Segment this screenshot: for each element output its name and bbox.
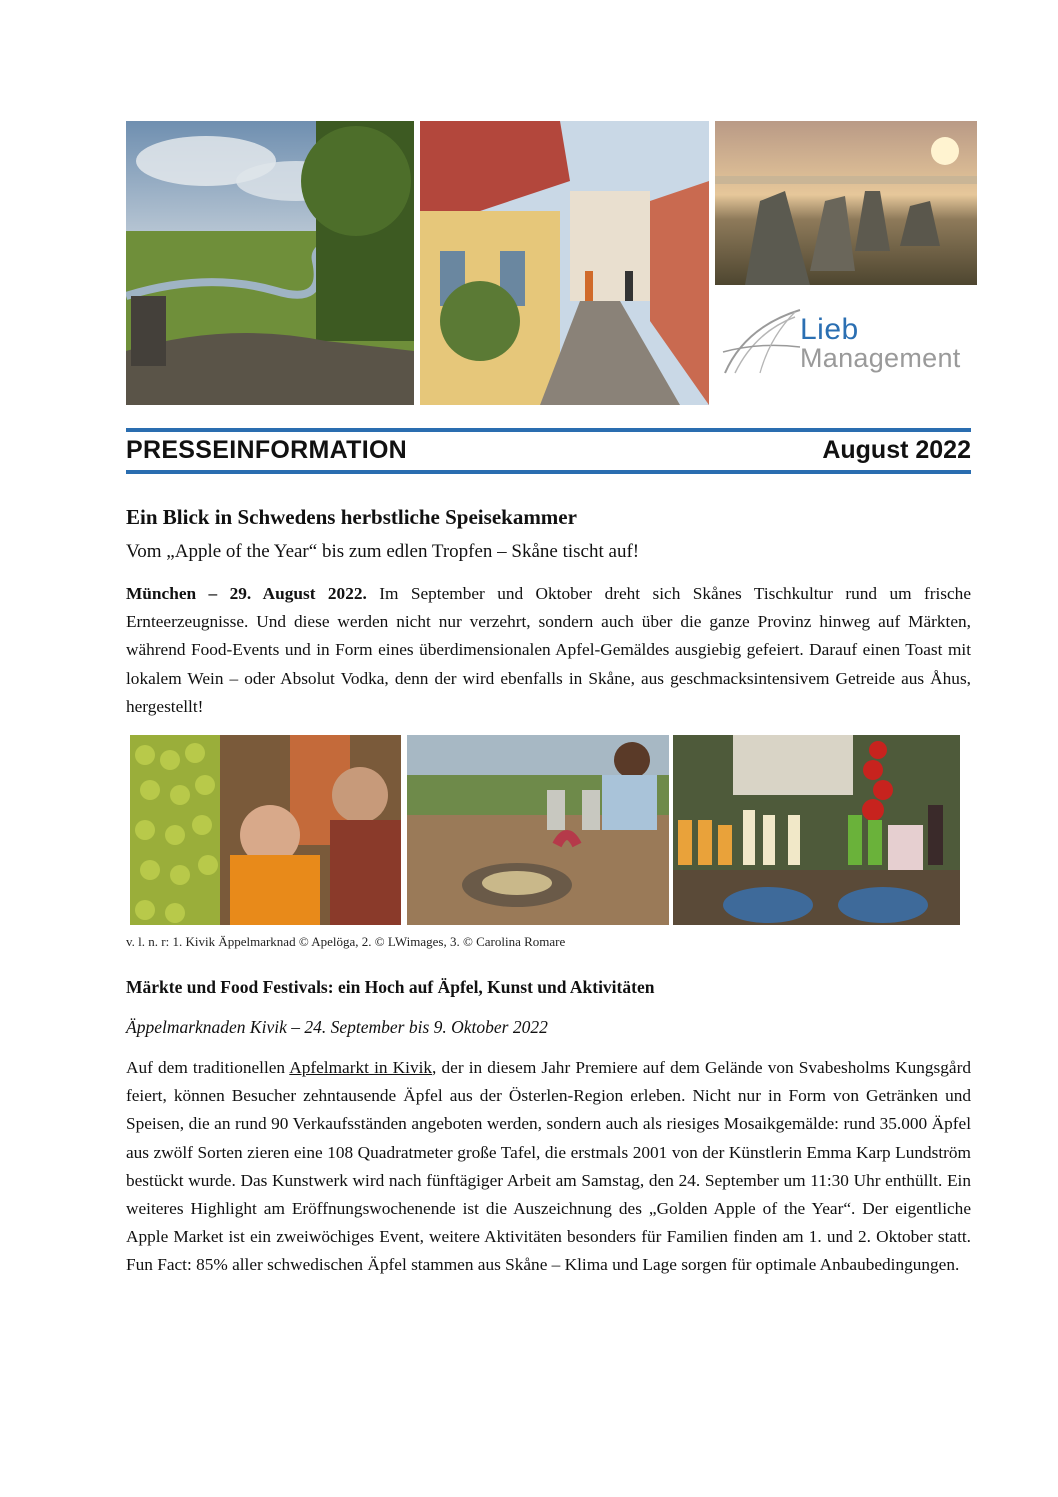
- section-title: Märkte und Food Festivals: ein Hoch auf Äpfel, Kunst und Aktivitäten: [126, 977, 655, 997]
- intro-dateline: München – 29. August 2022.: [126, 584, 367, 603]
- lieb-management-logo: [720, 305, 975, 380]
- logo-text-lieb: Lieb: [800, 313, 859, 346]
- event-title: Äppelmarknaden Kivik – 24. September bis 9. Oktober 2022: [126, 1017, 548, 1037]
- section-body-intro: Auf dem traditionellen: [126, 1058, 290, 1077]
- logo-swoosh-icon: [720, 307, 805, 375]
- headline: Ein Blick in Schwedens herbstliche Speisekammer: [126, 505, 577, 529]
- header-rule-bottom: [126, 470, 971, 474]
- intro-paragraph: [126, 580, 971, 721]
- section-body: [126, 1054, 971, 1280]
- section-body-text: , der in diesem Jahr Premiere auf dem Gelände von Svabesholms Kungsgård feiert, können Besucher zehntausende Äpfel aus der Österlen-Region erleben. Nicht nur in Form von Getränken und Speisen, die an rund 90 Verkaufsständen angeboten werden, sondern auch als riesiges Mosaikgemälde: rund 35.000 Äpfel aus zwölf Sorten zieren eine 108 Quadratmeter große Tafel, die erstmals 2001 von der Künstlerin Emma Karp Lundström bestückt wurde. Das Kunstwerk wird nach fünftägiger Arbeit am Samstag, den 24. September um 11:30 Uhr enthüllt. Ein weiteres Highlight am Eröffnungswochenende ist die Auszeichnung des „Golden Apple of the Year“. Der eigentliche Apple Market ist ein zweiwöchiges Event, weitere Aktivitäten besonders für Familien finden am 1. und 2. Oktober statt. Fun Fact: 85% aller schwedischen Äpfel stammen aus Skåne – Klima und Lage sorgen für optimale Anbaubedingungen.: [126, 1058, 971, 1275]
- header-rule-top: [126, 428, 971, 432]
- photo-landscape-river: [126, 121, 414, 405]
- intro-text: Im September und Oktober dreht sich Skånes Tischkultur rund um frische Ernteerzeugnisse. Und diese werden nicht nur verzehrt, sondern auch über die ganze Provinz hinweg auf Märkten, während Food-Events und in Form eines überdimensionalen Apfel-Gemäldes ausgiebig gefeiert. Darauf einen Toast mit lokalem Wein – oder Absolut Vodka, denn der wird ebenfalls in Skåne, aus geschmacksintensivem Getreide aus Åhus, hergestellt!: [126, 584, 971, 716]
- photo-outdoor-dinner: [407, 735, 669, 925]
- photo-village-street: [420, 121, 709, 405]
- subheadline: Vom „Apple of the Year“ bis zum edlen Tropfen – Skåne tischt auf!: [126, 541, 640, 562]
- logo-text-management: Management: [800, 343, 961, 373]
- apfelmarkt-kivik-link[interactable]: Apfelmarkt in Kivik: [289, 1058, 433, 1077]
- photo-sunset-stones: [715, 121, 977, 285]
- photo-apple-market-people: [130, 735, 401, 925]
- press-info-date: August 2022: [822, 436, 971, 464]
- photo-caption: v. l. n. r: 1. Kivik Äppelmarknad © Apelöga, 2. © LWimages, 3. © Carolina Romare: [126, 934, 566, 949]
- press-info-title: PRESSEINFORMATION: [126, 436, 408, 464]
- photo-cider-stall: [673, 735, 960, 925]
